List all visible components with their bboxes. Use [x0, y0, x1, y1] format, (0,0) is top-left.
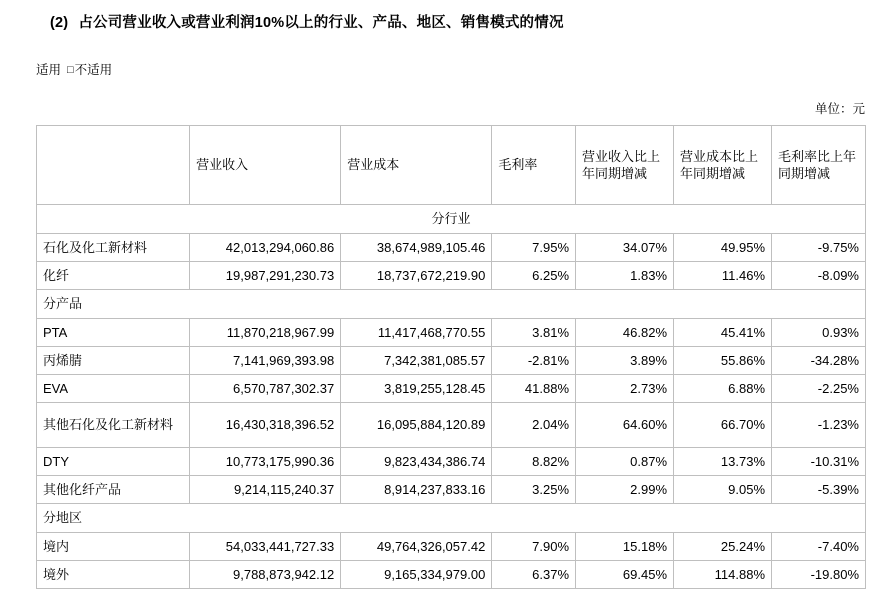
column-header-6: 毛利率比上年同期增减: [772, 126, 866, 205]
column-header-2: 营业成本: [341, 126, 492, 205]
financial-table: [36, 125, 866, 589]
cell-value: 7,342,381,085.57: [341, 347, 492, 375]
cell-value: 38,674,989,105.46: [341, 234, 492, 262]
cell-value: -19.80%: [772, 561, 866, 589]
cell-value: 49,764,326,057.42: [341, 533, 492, 561]
cell-value: -2.25%: [772, 375, 866, 403]
cell-value: 54,033,441,727.33: [190, 533, 341, 561]
cell-value: 2.99%: [576, 476, 674, 504]
column-header-4: 营业收入比上年同期增减: [576, 126, 674, 205]
column-header-3: 毛利率: [492, 126, 576, 205]
table-header-row: [37, 126, 866, 205]
row-label: 境外: [37, 561, 190, 589]
cell-value: -2.81%: [492, 347, 576, 375]
cell-value: -7.40%: [772, 533, 866, 561]
section-heading: [0, 10, 885, 36]
cell-value: 7.95%: [492, 234, 576, 262]
cell-value: 7,141,969,393.98: [190, 347, 341, 375]
section-title: 占公司营业收入或营业利润10%以上的行业、产品、地区、销售模式的情况: [78, 15, 564, 31]
row-label: 其他石化及化工新材料: [37, 403, 190, 448]
cell-value: 6.37%: [492, 561, 576, 589]
cell-value: 3.81%: [492, 319, 576, 347]
checkbox-icon[interactable]: □: [67, 64, 74, 76]
cell-value: -9.75%: [772, 234, 866, 262]
table-row: [37, 561, 866, 589]
cell-value: 64.60%: [576, 403, 674, 448]
cell-value: -34.28%: [772, 347, 866, 375]
cell-value: -10.31%: [772, 448, 866, 476]
cell-value: 0.87%: [576, 448, 674, 476]
cell-value: 42,013,294,060.86: [190, 234, 341, 262]
section-number: (2): [50, 15, 69, 31]
cell-value: 2.73%: [576, 375, 674, 403]
cell-value: 19,987,291,230.73: [190, 262, 341, 290]
cell-value: 8.82%: [492, 448, 576, 476]
table-row: [37, 262, 866, 290]
table-row: [37, 234, 866, 262]
cell-value: 34.07%: [576, 234, 674, 262]
row-label: PTA: [37, 319, 190, 347]
cell-value: 69.45%: [576, 561, 674, 589]
cell-value: 2.04%: [492, 403, 576, 448]
group-title: 分地区: [37, 504, 866, 533]
row-label: 丙烯腈: [37, 347, 190, 375]
cell-value: -1.23%: [772, 403, 866, 448]
row-label: 境内: [37, 533, 190, 561]
cell-value: 41.88%: [492, 375, 576, 403]
cell-value: 11,870,218,967.99: [190, 319, 341, 347]
cell-value: 1.83%: [576, 262, 674, 290]
group-title: 分行业: [37, 205, 866, 234]
table-row: [37, 448, 866, 476]
cell-value: 16,095,884,120.89: [341, 403, 492, 448]
cell-value: 55.86%: [674, 347, 772, 375]
table-row: [37, 347, 866, 375]
cell-value: 9,214,115,240.37: [190, 476, 341, 504]
cell-value: 13.73%: [674, 448, 772, 476]
cell-value: -5.39%: [772, 476, 866, 504]
table-row: [37, 403, 866, 448]
cell-value: 3.25%: [492, 476, 576, 504]
applicable-label: 适用: [36, 63, 62, 77]
cell-value: 18,737,672,219.90: [341, 262, 492, 290]
cell-value: 114.88%: [674, 561, 772, 589]
table-row: [37, 375, 866, 403]
cell-value: 3.89%: [576, 347, 674, 375]
cell-value: 6.88%: [674, 375, 772, 403]
cell-value: 49.95%: [674, 234, 772, 262]
applicability-line: [0, 61, 885, 79]
unit-note: 单位：元: [814, 102, 865, 116]
cell-value: 66.70%: [674, 403, 772, 448]
cell-value: 45.41%: [674, 319, 772, 347]
column-header-5: 营业成本比上年同期增减: [674, 126, 772, 205]
group-header-row: [37, 504, 866, 533]
group-title: 分产品: [37, 290, 866, 319]
table-row: [37, 319, 866, 347]
cell-value: 6.25%: [492, 262, 576, 290]
cell-value: 16,430,318,396.52: [190, 403, 341, 448]
row-label: 其他化纤产品: [37, 476, 190, 504]
cell-value: 9,788,873,942.12: [190, 561, 341, 589]
cell-value: 46.82%: [576, 319, 674, 347]
document-page: [0, 10, 885, 589]
column-header-0: [37, 126, 190, 205]
cell-value: 3,819,255,128.45: [341, 375, 492, 403]
cell-value: 8,914,237,833.16: [341, 476, 492, 504]
cell-value: 9,165,334,979.00: [341, 561, 492, 589]
table-row: [37, 533, 866, 561]
cell-value: -8.09%: [772, 262, 866, 290]
row-label: 化纤: [37, 262, 190, 290]
cell-value: 11,417,468,770.55: [341, 319, 492, 347]
group-header-row: [37, 290, 866, 319]
cell-value: 9,823,434,386.74: [341, 448, 492, 476]
cell-value: 0.93%: [772, 319, 866, 347]
cell-value: 11.46%: [674, 262, 772, 290]
column-header-1: 营业收入: [190, 126, 341, 205]
not-applicable-label: 不适用: [74, 63, 113, 77]
cell-value: 6,570,787,302.37: [190, 375, 341, 403]
row-label: DTY: [37, 448, 190, 476]
cell-value: 10,773,175,990.36: [190, 448, 341, 476]
row-label: 石化及化工新材料: [37, 234, 190, 262]
cell-value: 25.24%: [674, 533, 772, 561]
cell-value: 15.18%: [576, 533, 674, 561]
cell-value: 7.90%: [492, 533, 576, 561]
table-row: [37, 476, 866, 504]
cell-value: 9.05%: [674, 476, 772, 504]
row-label: EVA: [37, 375, 190, 403]
group-header-row: [37, 205, 866, 234]
